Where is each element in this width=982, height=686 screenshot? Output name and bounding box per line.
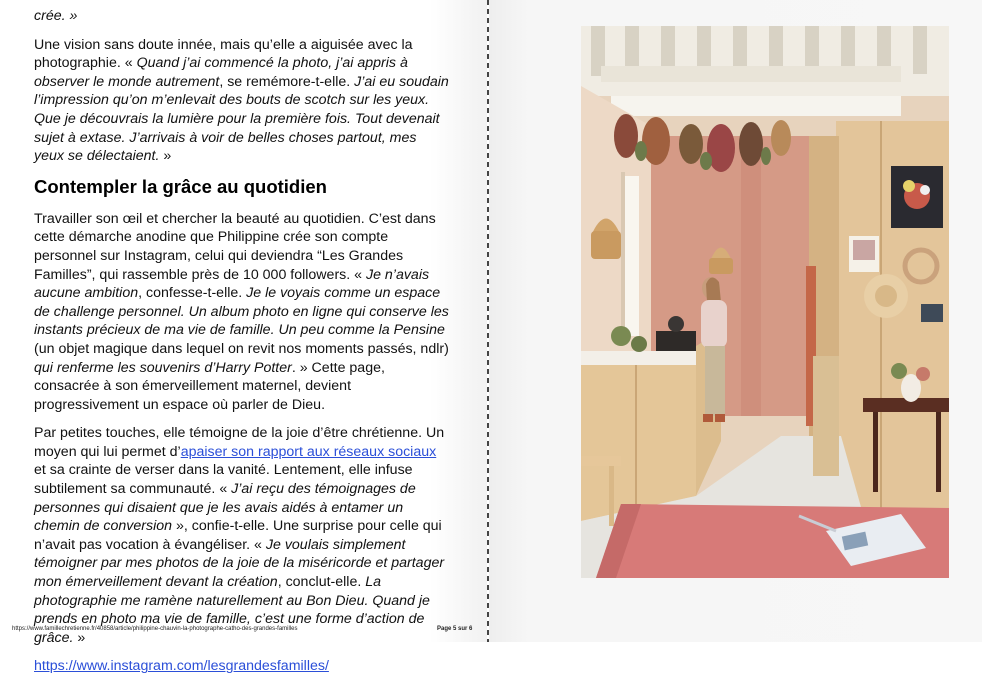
- text-span: et sa crainte de verser dans la vanité. Lentement, elle infuse subtilement sa communauté. «: [34, 462, 413, 498]
- page-number: Page 5 sur 6: [437, 626, 473, 632]
- text-span: Une vision sans doute innée, mais qu’elle a aiguisée avec la photographie. «: [34, 36, 413, 72]
- quote-span: J’ai eu soudain l’impression qu’on m’enlevait des bouts de scotch sur les yeux. Que je découvrais la lumière pour la première fois. Tout devenait sujet à extase. J’arrivais à voir de belles choses partout, mes yeux se délectaient.: [34, 73, 449, 165]
- text-span: Travailler son œil et chercher la beauté au quotidien. C’est dans cette démarche anodine que Philippine crée son compte personnel sur Instagram, celui qui deviendra “Les Grandes Familles”, qui rassemble près de 10 000 followers. «: [34, 210, 436, 283]
- quote-span: J’ai reçu des témoignages de personnes qui disaient que je les avais aidés à entamer un chemin de conversion: [34, 481, 416, 535]
- section-heading: Contempler la grâce au quotidien: [34, 175, 327, 197]
- paragraph-vision: [34, 36, 450, 166]
- social-media-article-link[interactable]: apaiser son rapport aux réseaux sociaux: [180, 443, 437, 460]
- paragraph-ending: [34, 7, 450, 26]
- quote-end: crée. »: [34, 8, 78, 24]
- quote-span: Je voulais simplement témoigner par mes photos de la joie de la miséricorde et partager mon émerveillement devant la création: [34, 536, 445, 591]
- text-span: , conclut-elle.: [277, 574, 366, 591]
- quote-span: La photographie me ramène naturellement au Bon Dieu. Quand je prends en photo ma vie de famille, c’est une forme d’action de grâce.: [34, 574, 430, 646]
- text-span: . » Cette page, consacrée à son émerveillement maternel, devient progressivement un espace où parler de Dieu.: [34, 359, 385, 413]
- kitchen-illustration: [581, 26, 949, 578]
- text-span: », confie-t-elle. Une surprise pour celle qui n’avait pas vocation à évangéliser. «: [34, 518, 442, 553]
- left-page: [0, 0, 487, 675]
- footer-url: https://www.famillechretienne.fr/40858/article/philippine-chauvin-la-photographe-catho-des-grandes-familles: [12, 626, 298, 632]
- text-span: (un objet magique dans lequel on revit nos moments passés, ndlr): [34, 340, 449, 357]
- text-span: »: [159, 148, 172, 165]
- quote-span: qui renferme les souvenirs d’Harry Potter: [34, 359, 292, 376]
- paragraph-instagram: [34, 210, 450, 415]
- paragraph-link: [34, 657, 450, 676]
- quote-span: Je n’avais aucune ambition: [34, 266, 430, 302]
- paragraph-testimony: [34, 424, 450, 647]
- kitchen-photo: [581, 26, 949, 578]
- text-span: »: [73, 629, 86, 646]
- text-span: Par petites touches, elle témoigne de la joie d’être chrétienne. Un moyen qui lui permet d’: [34, 425, 445, 460]
- quote-span: Quand j’ai commencé la photo, j’ai appris à observer le monde autrement: [34, 55, 408, 90]
- text-span: , confesse-t-elle.: [138, 285, 247, 302]
- instagram-link[interactable]: https://www.instagram.com/lesgrandesfamilles/: [34, 658, 329, 675]
- text-span: , se remémore-t-elle.: [219, 73, 355, 90]
- article-text: [34, 7, 450, 686]
- quote-span: Je le voyais comme un espace de challenge personnel. Un album photo en ligne qui conserve les instants précieux de ma vie de famille. Un peu comme la Pensine: [34, 285, 449, 339]
